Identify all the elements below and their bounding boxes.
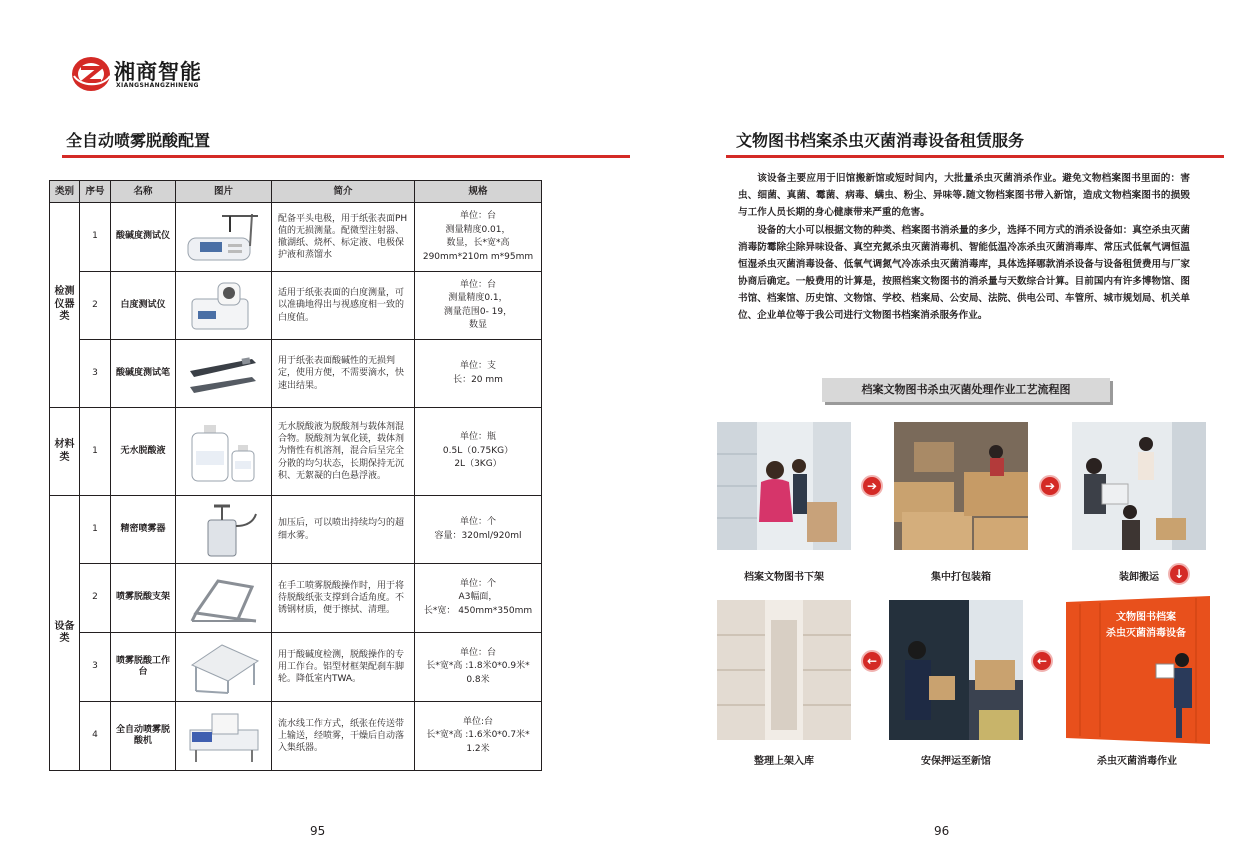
- row-intro: 在手工喷雾脱酸操作时，用于将待脱酸纸张支撑到合适角度。不锈钢材质，便于擦拭、清理。: [272, 564, 415, 633]
- container-label-line: 文物图书档案: [1116, 612, 1176, 623]
- config-table: [49, 180, 542, 771]
- row-image: [176, 702, 272, 771]
- step-caption: 集中打包装箱: [931, 572, 991, 583]
- stand-icon: [182, 569, 266, 627]
- row-image: [176, 203, 272, 272]
- flow-title: 档案文物图书杀虫灭菌处理作业工艺流程图: [822, 378, 1110, 402]
- row-name: 白度测试仪: [111, 272, 176, 340]
- loading-image: [1072, 422, 1206, 550]
- row-image: [176, 340, 272, 408]
- row-no: 2: [80, 564, 111, 633]
- header-spec: 规格: [415, 181, 542, 203]
- arrow-left-icon: ←: [861, 650, 883, 672]
- row-spec: [415, 496, 542, 564]
- row-name: 无水脱酸液: [111, 408, 176, 496]
- spec-line: 数显: [468, 320, 487, 330]
- row-no: 1: [80, 203, 111, 272]
- auto-machine-icon: [182, 706, 266, 766]
- row-image: [176, 633, 272, 702]
- step-caption: 杀虫灭菌消毒作业: [1097, 756, 1177, 767]
- spec-line: 长*宽： 450mm*350mm: [423, 605, 533, 616]
- row-name: 全自动喷雾脱酸机: [111, 702, 176, 771]
- row-name: 酸碱度测试仪: [111, 203, 176, 272]
- spec-line: 290mm*210m m*95mm: [422, 251, 534, 262]
- table-row: [50, 496, 542, 564]
- spec-line: 1.2米: [466, 743, 490, 754]
- brand-logo: [70, 54, 210, 94]
- spec-line: 容量：320ml/920ml: [434, 530, 522, 541]
- paragraph-text: 设备的大小可以根据文物的种类、档案图书消杀量的多少，选择不同方式的消杀设备如：真空杀虫灭菌消毒防霉除尘除异味设备、真空充氮杀虫灭菌消毒机、智能低温冷冻杀虫灭菌消毒库、常压式低氧气调恒温恒湿杀虫灭菌消毒设备、低氧气调氮气冷冻杀虫灭菌消毒库，具体选择哪款消杀设备与设备租赁费用与厂家协商后确定。一般费用的计算是，按照档案文物图书的消杀量与天数综合计算。目前国内有许多博物馆、图书馆、档案馆、历史馆、文物馆、学校、档案局、公安局、法院、供电公司、车管所、城市规划局、机关单位、企业单位等于我公司进行文物图书档案消杀服务作业。: [738, 225, 1190, 321]
- spec-line: 单位：台: [459, 211, 496, 221]
- right-page-number: 96: [934, 824, 950, 838]
- right-section-title: 文物图书档案杀虫灭菌消毒设备租赁服务: [736, 131, 1025, 150]
- row-intro: 用于纸张表面酸碱性的无损判定，使用方便，不需要滴水，快速出结果。: [272, 340, 415, 408]
- table-row: [50, 564, 542, 633]
- spec-line: 测量精度0.01，: [445, 224, 511, 235]
- row-no: 2: [80, 272, 111, 340]
- row-intro: 适用于纸张表面的白度测量，可以准确地得出与视感度相一致的白度值。: [272, 272, 415, 340]
- arrow-right-icon: ➔: [861, 475, 883, 497]
- row-spec: [415, 340, 542, 408]
- table-row: [50, 272, 542, 340]
- whiteness-meter-icon: [182, 277, 266, 335]
- row-no: 4: [80, 702, 111, 771]
- arrow-right-icon: ➔: [1039, 475, 1061, 497]
- intro-paragraph-1: [738, 170, 1190, 221]
- category-cell: 材料类: [50, 408, 80, 496]
- spec-line: 长*宽*高 :1.6米0*0.7米*: [426, 730, 530, 741]
- photo-packing: [894, 422, 1028, 550]
- header-name: 名称: [111, 181, 176, 203]
- row-image: [176, 564, 272, 633]
- category-cell: 检测仪器类: [50, 203, 80, 408]
- spec-line: 单位:台: [462, 716, 494, 727]
- intro-paragraph-2: [738, 222, 1190, 324]
- left-title-rule: [62, 155, 630, 158]
- row-name: 精密喷雾器: [111, 496, 176, 564]
- row-spec: [415, 564, 542, 633]
- disinfection-container-image: [1060, 594, 1214, 746]
- packing-image: [894, 422, 1028, 550]
- arrow-left-icon: ←: [1031, 650, 1053, 672]
- row-spec: [415, 633, 542, 702]
- row-intro: 无水脱酸液为脱酸剂与载体剂混合物。脱酸剂为氧化镁，载体剂为惰性有机溶剂，混合后呈完全分散的均匀状态，长期保持无沉积、无絮凝的白色悬浮液。: [272, 408, 415, 496]
- row-spec: [415, 203, 542, 272]
- row-spec: [415, 272, 542, 340]
- row-image: [176, 496, 272, 564]
- spec-line: 0.5L（0.75KG）: [442, 445, 514, 456]
- spec-line: 测量范围0- 19，: [443, 306, 513, 317]
- row-name: 喷雾脱酸支架: [111, 564, 176, 633]
- workbench-icon: [182, 637, 266, 697]
- table-header-row: [50, 181, 542, 203]
- table-row: [50, 340, 542, 408]
- header-category: 类别: [50, 181, 80, 203]
- row-name: 酸碱度测试笔: [111, 340, 176, 408]
- row-no: 3: [80, 340, 111, 408]
- unshelving-image: [717, 422, 851, 550]
- category-cell: 设备类: [50, 496, 80, 771]
- header-intro: 简介: [272, 181, 415, 203]
- container-label-line: 杀虫灭菌消毒设备: [1106, 628, 1186, 639]
- row-no: 1: [80, 408, 111, 496]
- photo-unshelving: [717, 422, 851, 550]
- photo-disinfection: [1060, 594, 1214, 746]
- brand-subtitle: XIANGSHANGZHINENG: [116, 82, 199, 89]
- ph-meter-icon: [182, 208, 266, 266]
- right-title-rule: [726, 155, 1224, 158]
- photo-loading: [1072, 422, 1206, 550]
- spec-line: 数显，长*宽*高: [446, 238, 510, 248]
- row-intro: 加压后，可以喷出持续均匀的超细水雾。: [272, 496, 415, 564]
- spec-line: 长*宽*高 :1.8米0*0.9米*: [426, 661, 530, 672]
- spec-line: 单位：个: [459, 578, 496, 589]
- deacid-bottles-icon: [182, 419, 266, 485]
- header-image: 图片: [176, 181, 272, 203]
- ph-pen-icon: [182, 345, 266, 403]
- paragraph-text: 该设备主要应用于旧馆搬新馆或短时间内，大批量杀虫灭菌消杀作业。避免文物档案图书里面的：害虫、细菌、真菌、霉菌、病毒、螨虫、粉尘、异味等.随文物档案图书带入新馆，造成文物档案图书的损毁与工作人员长期的身心健康带来严重的危害。: [738, 173, 1190, 218]
- spec-line: 单位：支: [459, 361, 496, 371]
- sprayer-icon: [182, 500, 266, 560]
- spec-line: 单位：瓶: [459, 432, 496, 443]
- row-intro: 配备平头电极，用于纸张表面PH值的无损测量。配微型注射器、撤湖纸、烧杯、标定液、电极保护液和蒸馏水: [272, 203, 415, 272]
- arrow-down-icon: ↓: [1168, 563, 1190, 585]
- spec-line: A3幅面，: [458, 592, 498, 603]
- step-caption: 档案文物图书下架: [744, 572, 824, 583]
- row-spec: [415, 702, 542, 771]
- logo-mark-icon: [70, 54, 112, 94]
- photo-escort: [889, 600, 1023, 740]
- row-image: [176, 408, 272, 496]
- row-intro: 用于酸碱度检测，脱酸操作的专用工作台。铝型材框架配刹车脚轮。降低室内TWA。: [272, 633, 415, 702]
- escort-image: [889, 600, 1023, 740]
- brand-name: 湘商智能: [114, 60, 202, 84]
- row-no: 3: [80, 633, 111, 702]
- row-intro: 流水线工作方式，纸张在传送带上输送，经喷雾，干燥后自动落入集纸器。: [272, 702, 415, 771]
- left-section-title: 全自动喷雾脱酸配置: [66, 131, 211, 150]
- spec-line: 单位：台: [459, 279, 496, 290]
- step-caption: 安保押运至新馆: [921, 756, 991, 767]
- spec-line: 长：20 mm: [453, 374, 503, 385]
- spec-line: 2L（3KG）: [454, 459, 502, 470]
- row-spec: [415, 408, 542, 496]
- spec-line: 测量精度0.1，: [448, 293, 508, 303]
- header-no: 序号: [80, 181, 111, 203]
- spec-line: 单位：台: [459, 647, 496, 658]
- row-no: 1: [80, 496, 111, 564]
- table-row: [50, 633, 542, 702]
- row-image: [176, 272, 272, 340]
- table-row: [50, 203, 542, 272]
- table-row: [50, 702, 542, 771]
- row-name: 喷雾脱酸工作台: [111, 633, 176, 702]
- step-caption: 装卸搬运: [1119, 572, 1159, 583]
- spec-line: 单位：个: [459, 517, 496, 527]
- step-caption: 整理上架入库: [754, 756, 814, 767]
- left-page-number: 95: [310, 824, 326, 838]
- spec-line: 0.8米: [466, 674, 490, 685]
- table-row: [50, 408, 542, 496]
- photo-shelving: [717, 600, 851, 740]
- shelving-image: [717, 600, 851, 740]
